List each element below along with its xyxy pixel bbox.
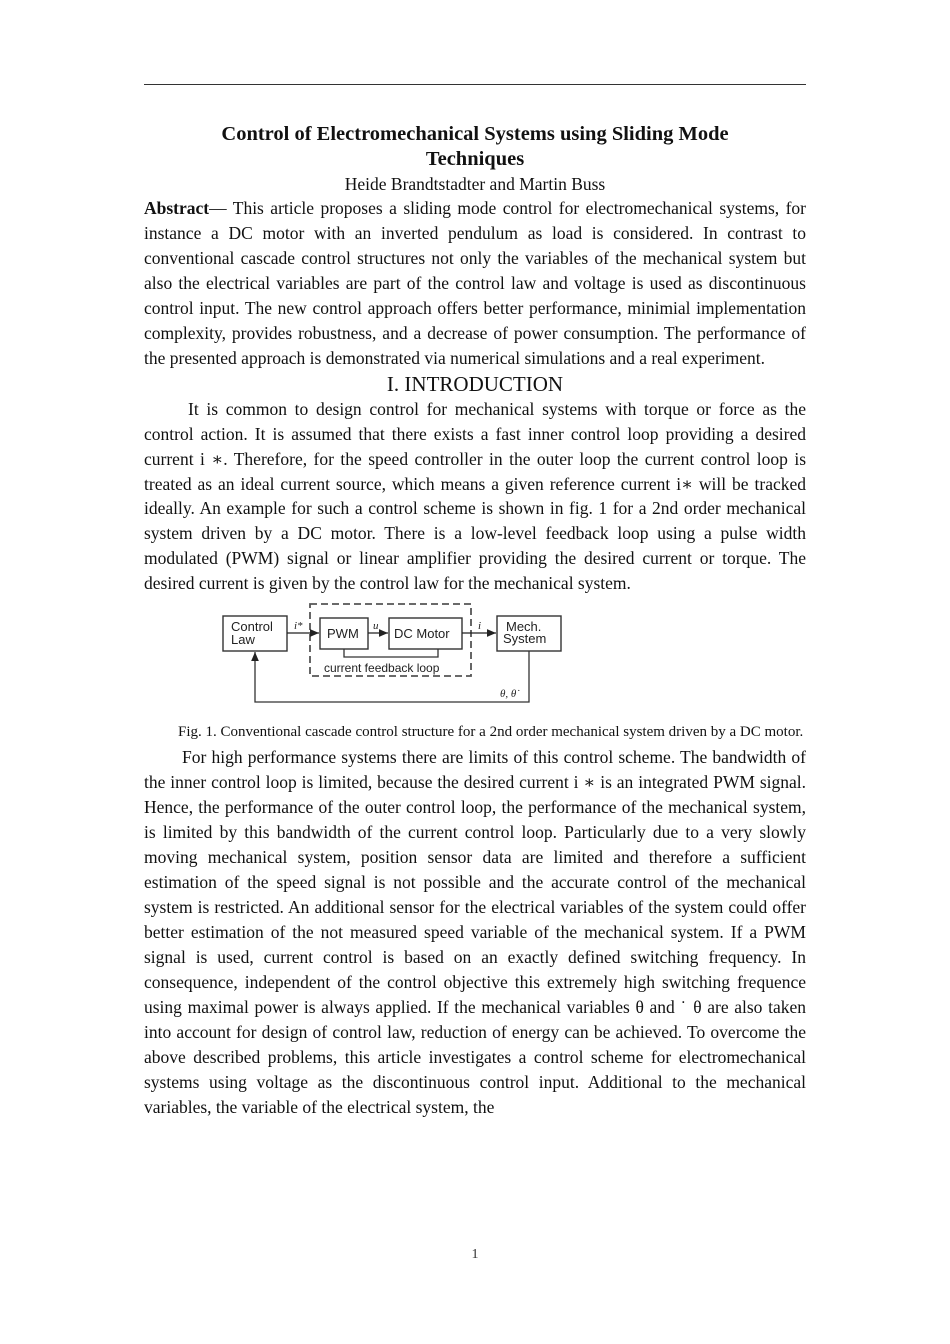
- page-number: 1: [471, 1247, 479, 1262]
- authors: Heide Brandtstadter and Martin Buss: [344, 174, 606, 194]
- pwm-label: PWM: [327, 626, 359, 642]
- header-rule: [144, 84, 806, 85]
- mech-label-1: Mech.: [506, 619, 542, 635]
- signal-i-star: i*: [294, 620, 303, 633]
- figure-1: [144, 602, 806, 720]
- abstract: [144, 196, 806, 371]
- paper-page: [144, 122, 806, 1120]
- title-line-2: Techniques: [425, 148, 525, 170]
- intro-paragraph: It is common to design control for mechanical systems with torque or force as the control action. It is assumed that there exists a fast inner control loop providing a desired current i ∗. Therefore, for the speed controller in the outer loop the current control loop is treated as an ideal current source, which means a given reference current i∗ will be tracked ideally. An example for such a control scheme is shown in fig. 1 for a 2nd order mechanical system driven by a DC motor. There is a low-level feedback loop using a pulse width modulated (PWM) signal or linear amplifier providing the desired current or torque. The desired current is given by the control law for the mechanical system.: [144, 398, 806, 594]
- figure-caption: Fig. 1. Conventional cascade control structure for a 2nd order mechanical system driven by a DC motor.: [178, 724, 804, 741]
- signal-theta: θ, θ̇: [500, 688, 517, 701]
- signal-u: u: [373, 620, 379, 633]
- signal-i: i: [478, 620, 482, 633]
- second-paragraph: For high performance systems there are limits of this control scheme. The bandwidth of the inner control loop is limited, because the desired current i ∗ is an integrated PWM signal. Hence, the performance of the outer control loop, the performance of the mechanical system, is limited by this bandwidth of the current control loop. Particularly due to a very slowly moving mechanical system, position sensor data are limited and therefore a sufficient estimation of the speed signal is not possible and the accurate control of the mechanical system is restricted. An additional sensor for the electrical variables of the system could offer better estimation of the not measured speed variable of the mechanical system. If a PWM signal is used, current control is based on an exactly defined switching frequency. In consequence, independent of the control objective this extremely high switching frequence using maximal power is always applied. If the mechanical variables θ and ˙ θ are also taken into account for design of control law, reduction of energy can be achieved. To overcome the above described problems, this article investigates a control scheme for electromechanical systems using voltage as the discontinuous control input. Additional to the mechanical variables, the variable of the electrical system, the: [144, 747, 806, 1117]
- paper-title: [144, 122, 806, 172]
- current-loop-label: current feedback loop: [324, 661, 440, 676]
- abstract-text: This article proposes a sliding mode control for electromechanical systems, for instance a DC motor with an inverted pendulum as load is considered. In contrast to conventional cascade control structures not only the variables of the mechanical system but also the electrical variables are part of the control law and voltage is used as discontinuous control input. The new control approach offers better performance, minimial implementation complexity, provides robustness, and a decrease of power consumption. The performance of the presented approach is demonstrated via numerical simulations and a real experiment.: [144, 198, 806, 368]
- control-law-label-1: Control: [231, 619, 273, 635]
- title-line-1: Control of Electromechanical Systems using Sliding Mode: [221, 123, 729, 145]
- mech-label-2: System: [503, 631, 547, 647]
- block-diagram: [220, 602, 570, 714]
- control-law-label-2: Law: [231, 632, 255, 648]
- dc-motor-label: DC Motor: [394, 626, 450, 642]
- abstract-dash: —: [209, 198, 227, 218]
- section-heading: I. INTRODUCTION: [386, 371, 564, 396]
- abstract-label: Abstract: [144, 198, 210, 218]
